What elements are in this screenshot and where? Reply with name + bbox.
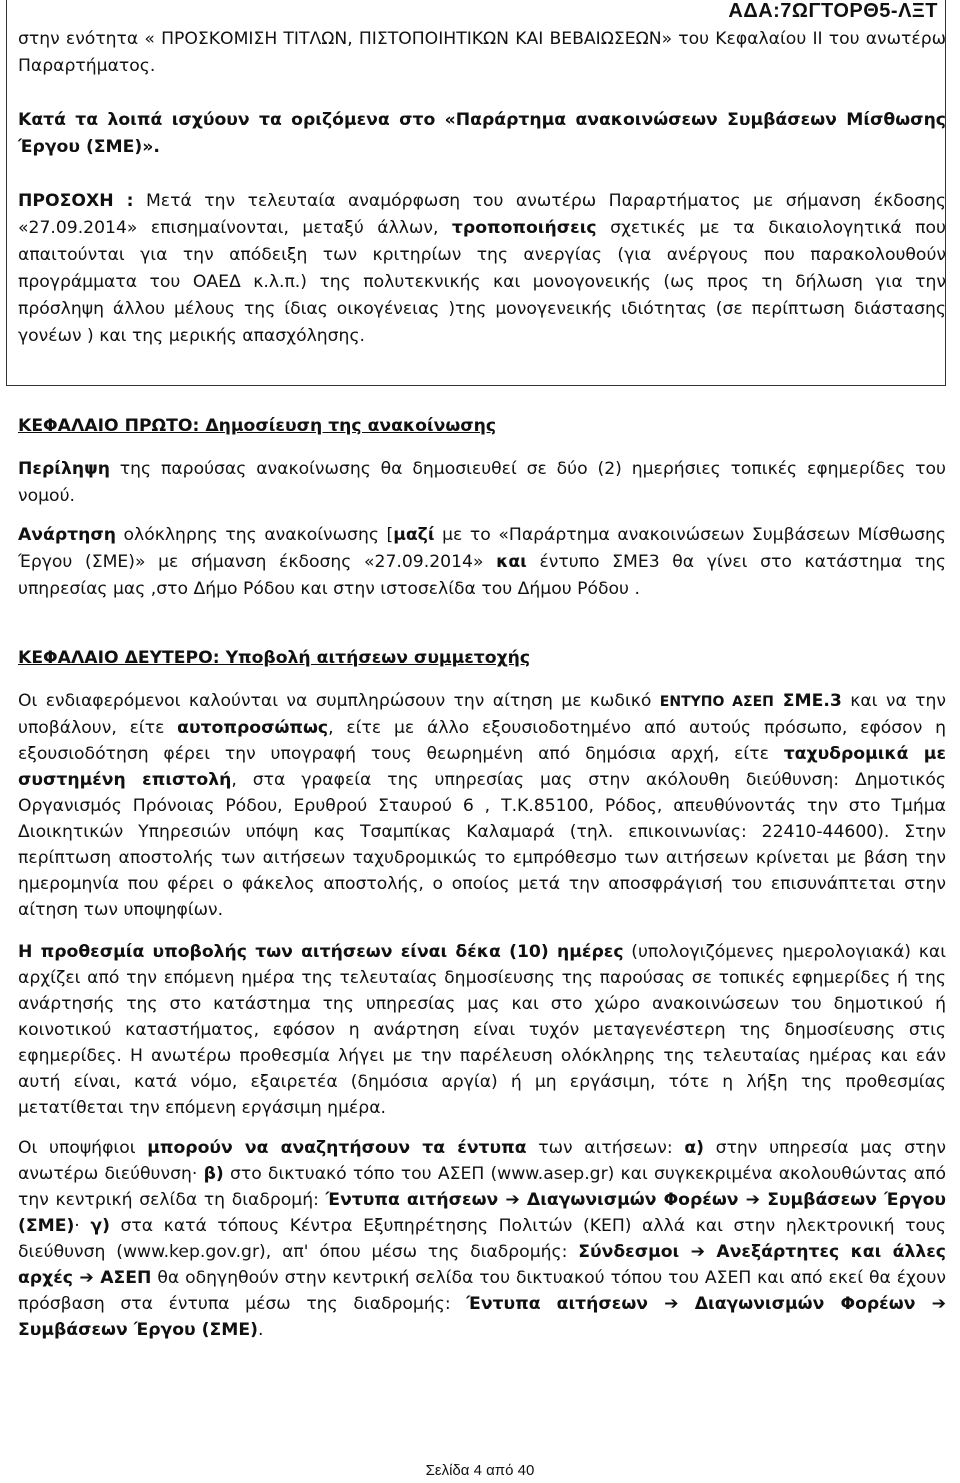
summary-paragraph: Περίληψη της παρούσας ανακοίνωσης θα δημοσιευθεί σε δύο (2) ημερήσιες τοπικές εφημερίδες του νομού. [18, 459, 946, 506]
chapter-two [18, 645, 946, 1343]
box-paragraph-2: Κατά τα λοιπά ισχύουν τα οριζόμενα στο «Παράρτημα ανακοινώσεων Συμβάσεων Μίσθωσης Έργου (ΣΜΕ)». [18, 110, 946, 157]
deadline-paragraph: Η προθεσμία υποβολής των αιτήσεων είναι δέκα (10) ημέρες (υπολογιζόμενες ημερολογιακά) και αρχίζει από την επόμενη ημέρα της τελευταίας δημοσίευσης της παρούσας σε τοπικές εφημερίδες ή της ανάρτησής της στο κατάστημα της υπηρεσίας μας και στο χώρο ανακοινώσεων του δημοτικού ή κοινοτικού καταστήματος, εφόσον η ανάρτηση είναι τυχόν μεταγενέστερη της δημοσίευσης στις εφημερίδες. Η ανωτέρω προθεσμία λήγει με την παρέλευση ολόκληρης της τελευταίας ημέρας και εάν αυτή είναι, κατά νόμο, εξαιρετέα (δημόσια αργία) ή μη εργάσιμη, τότε η λήξη της προθεσμίας μετατίθεται την επόμενη εργάσιμη ημέρα. [18, 942, 947, 1118]
notice-box-content [18, 26, 946, 350]
chapter-one [18, 413, 946, 603]
forms-paragraph: Οι υποψήφιοι μπορούν να αναζητήσουν τα έντυπα των αιτήσεων: α) στην υπηρεσία μας στην ανωτέρω διεύθυνση· β) στο δικτυακό τόπο του ΑΣΕΠ (www.asep.gr) και συγκεκριμένα ακολουθώντας από την κεντρική σελίδα τη διαδρομή: Έντυπα αιτήσεων ➔ Διαγωνισμών Φορέων ➔ Συμβάσεων Έργου (ΣΜΕ)· γ) στα κατά τόπους Κέντρα Εξυπηρέτησης Πολιτών (ΚΕΠ) αλλά και στην ηλεκτρονική τους διεύθυνση (www.kep.gov.gr), απ' όπου μέσω της διαδρομής: Σύνδεσμοι ➔ Ανεξάρτητες και άλλες αρχές ➔ ΑΣΕΠ θα οδηγηθούν στην κεντρική σελίδα του δικτυακού τόπου του ΑΣΕΠ και από εκεί θα έχουν πρόσβαση στα έντυπα μέσω της διαδρομής: Έντυπα αιτήσεων ➔ Διαγωνισμών Φορέων ➔ Συμβάσεων Έργου (ΣΜΕ). [18, 1138, 946, 1340]
application-paragraph: Οι ενδιαφερόμενοι καλούνται να συμπληρώσουν την αίτηση με κωδικό ΕΝΤΥΠΟ ΑΣΕΠ ΣΜΕ.3 και να την υποβάλουν, είτε αυτοπροσώπως, είτε με άλλο εξουσιοδοτημένο από αυτούς πρόσωπο, εφόσον η εξουσιοδότηση φέρει την υπογραφή τους θεωρημένη από δημόσια αρχή, είτε ταχυδρομικά με συστημένη επιστολή, στα γραφεία της υπηρεσίας μας στην ακόλουθη διεύθυνση: Δημοτικός Οργανισμός Πρόνοιας Ρόδου, Ερυθρού Σταυρού 6 , Τ.Κ.85100, Ρόδος, απευθύνοντάς την στο Τμήμα Διοικητικών Υπηρεσιών υπόψη κας Τσαμπίκας Καλαμαρά (τηλ. επικοινωνίας: 22410-44600). Στην περίπτωση αποστολής των αιτήσεων ταχυδρομικώς το εμπρόθεσμο των αιτήσεων κρίνεται με βάση την ημερομηνία που φέρει ο φάκελος αποστολής, ο οποίος μετά την αποσφράγισή του επισυνάπτεται στην αίτηση των υποψηφίων. [18, 691, 947, 920]
posting-paragraph: Ανάρτηση ολόκληρης της ανακοίνωσης [μαζί με το «Παράρτημα ανακοινώσεων Συμβάσεων Μίσθωσης Έργου (ΣΜΕ)» με σήμανση έκδοσης «27.09.2014» και έντυπο ΣΜΕ3 θα γίνει στο κατάστημα της υπηρεσίας μας ,στο Δήμο Ρόδου και στην ιστοσελίδα του Δήμου Ρόδου . [18, 525, 946, 599]
chapter-one-heading: ΚΕΦΑΛΑΙΟ ΠΡΩΤΟ: Δημοσίευση της ανακοίνωσης [18, 416, 497, 436]
box-paragraph-attention: ΠΡΟΣΟΧΗ : Μετά την τελευταία αναμόρφωση του ανωτέρω Παραρτήματος με σήμανση έκδοσης «27.09.2014» επισημαίνονται, μεταξύ άλλων, τροποποιήσεις σχετικές με τα δικαιολογητικά που απαιτούνται για την απόδειξη των κριτηρίων της ανεργίας (για ανέργους που παρακολουθούν προγράμματα του ΟΑΕΔ κ.λ.π.) της πολυτεκνικής και μονογονεικής (ως προς τη δήλωση για την πρόσληψη άλλου μέλους της ίδιας οικογένειας )της μονογενεικής ιδιότητας (σε περίπτωση διάστασης γονέων ) και της μερικής απασχόλησης. [18, 191, 947, 346]
chapter-two-heading: ΚΕΦΑΛΑΙΟ ΔΕΥΤΕΡΟ: Υποβολή αιτήσεων συμμετοχής [18, 648, 531, 668]
box-paragraph-1: στην ενότητα « ΠΡΟΣΚΟΜΙΣΗ ΤΙΤΛΩΝ, ΠΙΣΤΟΠΟΙΗΤΙΚΩΝ ΚΑΙ ΒΕΒΑΙΩΣΕΩΝ» του Κεφαλαίου ΙΙ του ανωτέρω Παραρτήματος. [18, 29, 946, 76]
document-ada-code: ΑΔΑ:7ΩΓΤΟΡΘ5-ΛΞΤ [728, 0, 938, 22]
page-number: Σελίδα 4 από 40 [425, 1462, 535, 1479]
